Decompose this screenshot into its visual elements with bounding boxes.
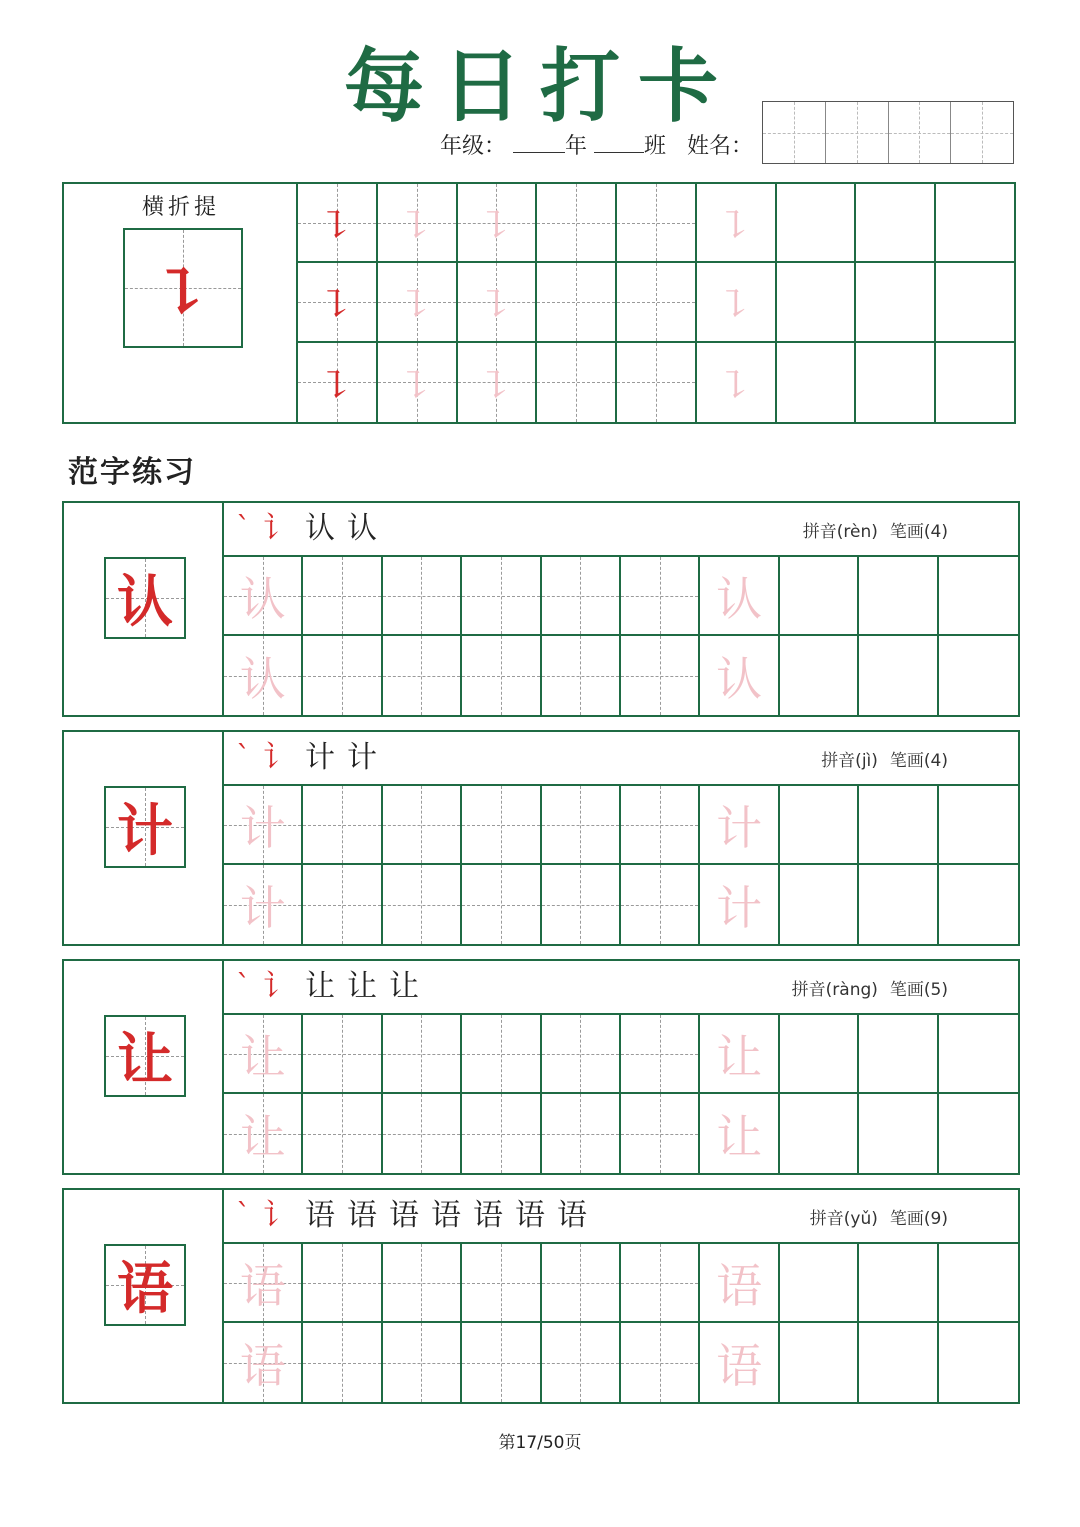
writing-cell[interactable]	[383, 1015, 462, 1094]
writing-cell[interactable]	[542, 1094, 621, 1173]
pinyin-strokes-info	[821, 746, 960, 771]
writing-cell[interactable]	[303, 1244, 382, 1323]
stroke-order-step: 计	[347, 740, 377, 775]
stroke-order-step: 让	[305, 969, 335, 1004]
writing-cell[interactable]	[303, 1015, 382, 1094]
character-model-panel	[64, 1190, 224, 1402]
character-model-panel	[64, 732, 224, 944]
stroke-practice-cell[interactable]	[936, 263, 1016, 342]
trace-character: 让	[239, 1109, 286, 1164]
character-model-glyph: 让	[117, 1027, 173, 1093]
writing-cell[interactable]	[939, 1094, 1018, 1173]
name-cell[interactable]	[951, 102, 1013, 163]
writing-cell[interactable]	[383, 1323, 462, 1402]
writing-cell[interactable]	[780, 865, 859, 944]
writing-cell[interactable]	[224, 1094, 303, 1173]
writing-cell[interactable]	[303, 786, 382, 865]
stroke-practice-cell[interactable]	[777, 263, 857, 342]
stroke-practice-cell[interactable]	[856, 343, 936, 422]
writing-cell[interactable]	[224, 865, 303, 944]
writing-cell[interactable]	[303, 636, 382, 715]
writing-cell[interactable]	[303, 557, 382, 636]
stroke-practice-cell[interactable]	[777, 343, 857, 422]
stroke-order-step: 语	[305, 1198, 335, 1233]
stroke-practice-cell[interactable]	[537, 184, 617, 263]
stroke-model-panel	[64, 184, 298, 422]
writing-cell[interactable]	[859, 1015, 938, 1094]
trace-character: 让	[716, 1109, 763, 1164]
stroke-order-step: 语	[389, 1198, 419, 1233]
stroke-count-label: 笔画(4)	[889, 522, 948, 542]
stroke-practice-cell[interactable]	[936, 343, 1016, 422]
pinyin-strokes-info	[792, 975, 960, 1000]
trace-character: 语	[239, 1258, 286, 1313]
writing-cell[interactable]	[780, 1244, 859, 1323]
stroke-practice-cell[interactable]	[458, 184, 538, 263]
stroke-order-step: 认	[347, 511, 377, 546]
stroke-practice-cell[interactable]	[378, 343, 458, 422]
stroke-order-row	[224, 732, 1018, 786]
writing-cell[interactable]	[780, 1094, 859, 1173]
page-number: 第17/50页	[498, 1433, 582, 1453]
writing-cell[interactable]	[542, 636, 621, 715]
stroke-practice-cell[interactable]	[537, 343, 617, 422]
stroke-trace-glyph: ㇊	[316, 362, 357, 409]
stroke-practice-cell[interactable]	[777, 184, 857, 263]
stroke-order-step: 语	[557, 1198, 587, 1233]
stroke-practice-cell[interactable]	[378, 184, 458, 263]
writing-cell[interactable]	[700, 557, 779, 636]
writing-cell[interactable]	[542, 865, 621, 944]
character-practice-block	[62, 1188, 1020, 1404]
stroke-order-step: `	[236, 1198, 251, 1233]
writing-cell[interactable]	[859, 1244, 938, 1323]
stroke-order-sequence	[236, 738, 389, 778]
writing-cell[interactable]	[542, 557, 621, 636]
writing-cell[interactable]	[383, 557, 462, 636]
writing-cell[interactable]	[700, 865, 779, 944]
writing-cell[interactable]	[621, 636, 700, 715]
stroke-order-row	[224, 503, 1018, 557]
writing-cell[interactable]	[859, 1323, 938, 1402]
character-model-panel	[64, 503, 224, 715]
writing-cell[interactable]	[224, 636, 303, 715]
writing-cell[interactable]	[462, 1323, 541, 1402]
character-model-cell	[104, 1244, 186, 1326]
character-model-glyph: 认	[117, 569, 173, 635]
writing-cell[interactable]	[462, 1094, 541, 1173]
writing-cell[interactable]	[939, 1244, 1018, 1323]
writing-cell[interactable]	[621, 786, 700, 865]
writing-cell[interactable]	[939, 865, 1018, 944]
stroke-name: 横折提	[141, 195, 220, 220]
stroke-trace-glyph: ㇊	[396, 203, 437, 250]
writing-cell[interactable]	[859, 557, 938, 636]
section-title: 范字练习	[68, 455, 196, 490]
stroke-order-step: 语	[431, 1198, 461, 1233]
stroke-trace-glyph: ㇊	[396, 282, 437, 329]
stroke-practice-cell[interactable]	[458, 263, 538, 342]
stroke-order-step: 讠	[263, 969, 293, 1004]
stroke-practice-cell[interactable]	[697, 343, 777, 422]
stroke-order-step: 语	[515, 1198, 545, 1233]
grade-blank[interactable]	[513, 130, 565, 153]
writing-cell[interactable]	[383, 786, 462, 865]
stroke-practice-cell[interactable]	[697, 184, 777, 263]
writing-cell[interactable]	[224, 1323, 303, 1402]
stroke-practice-cell[interactable]	[617, 263, 697, 342]
trace-character: 语	[716, 1258, 763, 1313]
stroke-trace-glyph: ㇊	[476, 362, 517, 409]
stroke-model-glyph: ㇊	[151, 256, 215, 331]
stroke-order-step: `	[236, 511, 251, 546]
writing-cell[interactable]	[939, 636, 1018, 715]
trace-character: 语	[239, 1338, 286, 1393]
grade-label: 年级：	[440, 134, 507, 159]
writing-cell[interactable]	[780, 557, 859, 636]
trace-character: 计	[239, 800, 286, 855]
writing-cell[interactable]	[621, 1244, 700, 1323]
character-practice-block	[62, 501, 1020, 717]
writing-cell[interactable]	[780, 1323, 859, 1402]
stroke-practice-grid	[298, 184, 1016, 422]
writing-cell[interactable]	[859, 865, 938, 944]
pinyin-strokes-info	[803, 517, 960, 542]
character-model-cell	[104, 1015, 186, 1097]
stroke-practice-cell[interactable]	[298, 263, 378, 342]
writing-cell[interactable]	[859, 636, 938, 715]
stroke-order-sequence	[236, 1196, 599, 1236]
writing-cell[interactable]	[542, 1244, 621, 1323]
stroke-practice-cell[interactable]	[856, 184, 936, 263]
stroke-practice-cell[interactable]	[617, 343, 697, 422]
writing-cell[interactable]	[462, 786, 541, 865]
writing-cell[interactable]	[939, 1015, 1018, 1094]
writing-cell[interactable]	[700, 1244, 779, 1323]
stroke-practice-cell[interactable]	[936, 184, 1016, 263]
writing-cell[interactable]	[780, 1015, 859, 1094]
stroke-trace-glyph: ㇊	[476, 282, 517, 329]
writing-cell[interactable]	[621, 1015, 700, 1094]
stroke-trace-glyph: ㇊	[715, 362, 756, 409]
stroke-order-step: 讠	[263, 1198, 293, 1233]
stroke-trace-glyph: ㇊	[396, 362, 437, 409]
character-model-cell	[104, 786, 186, 868]
writing-cell[interactable]	[621, 1094, 700, 1173]
stroke-order-row	[224, 961, 1018, 1015]
stroke-count-label: 笔画(4)	[889, 751, 948, 771]
character-practice-block	[62, 959, 1020, 1175]
stroke-trace-glyph: ㇊	[316, 203, 357, 250]
stroke-practice-block	[62, 182, 1016, 424]
trace-character: 认	[239, 571, 286, 626]
stroke-order-step: 讠	[263, 511, 293, 546]
stroke-trace-glyph: ㇊	[316, 282, 357, 329]
writing-cell[interactable]	[939, 1323, 1018, 1402]
class-label: 班	[644, 134, 667, 159]
writing-cell[interactable]	[621, 865, 700, 944]
stroke-order-step: 让	[347, 969, 377, 1004]
writing-cell[interactable]	[224, 1244, 303, 1323]
page-title: 每日打卡	[344, 39, 736, 133]
writing-cell[interactable]	[383, 636, 462, 715]
stroke-practice-cell[interactable]	[378, 263, 458, 342]
year-label: 年	[565, 134, 588, 159]
class-blank[interactable]	[594, 130, 644, 153]
stroke-order-step: 计	[305, 740, 335, 775]
trace-character: 认	[239, 651, 286, 706]
stroke-trace-glyph: ㇊	[715, 203, 756, 250]
pinyin-strokes-info	[810, 1204, 960, 1229]
writing-cell[interactable]	[303, 1094, 382, 1173]
writing-cell[interactable]	[462, 865, 541, 944]
writing-cell[interactable]	[700, 1094, 779, 1173]
character-practice-grid	[224, 1244, 1018, 1402]
writing-cell[interactable]	[303, 865, 382, 944]
stroke-trace-glyph: ㇊	[476, 203, 517, 250]
stroke-practice-cell[interactable]	[298, 184, 378, 263]
writing-cell[interactable]	[621, 557, 700, 636]
stroke-order-step: 语	[473, 1198, 503, 1233]
stroke-practice-cell[interactable]	[617, 184, 697, 263]
stroke-count-label: 笔画(5)	[889, 980, 948, 1000]
writing-cell[interactable]	[303, 1323, 382, 1402]
stroke-order-sequence	[236, 967, 431, 1007]
writing-cell[interactable]	[383, 865, 462, 944]
pinyin-label: 拼音(rèn)	[802, 522, 878, 542]
stroke-order-step: 让	[389, 969, 419, 1004]
writing-cell[interactable]	[224, 557, 303, 636]
writing-cell[interactable]	[780, 786, 859, 865]
stroke-order-step: `	[236, 969, 251, 1004]
trace-character: 计	[239, 880, 286, 935]
trace-character: 计	[716, 800, 763, 855]
pinyin-label: 拼音(jì)	[821, 751, 878, 771]
trace-character: 认	[716, 571, 763, 626]
stroke-order-sequence	[236, 509, 389, 549]
writing-cell[interactable]	[700, 786, 779, 865]
writing-cell[interactable]	[224, 1015, 303, 1094]
name-cell[interactable]	[889, 102, 952, 163]
trace-character: 语	[716, 1338, 763, 1393]
stroke-trace-glyph: ㇊	[715, 282, 756, 329]
writing-cell[interactable]	[700, 636, 779, 715]
trace-character: 让	[716, 1029, 763, 1084]
trace-character: 计	[716, 880, 763, 935]
pinyin-label: 拼音(ràng)	[791, 980, 878, 1000]
name-writing-grid[interactable]	[762, 101, 1014, 164]
stroke-practice-cell[interactable]	[298, 343, 378, 422]
stroke-order-step: 语	[347, 1198, 377, 1233]
name-cell[interactable]	[763, 102, 826, 163]
name-cell[interactable]	[826, 102, 889, 163]
writing-cell[interactable]	[224, 786, 303, 865]
character-model-cell	[104, 557, 186, 639]
stroke-practice-cell[interactable]	[856, 263, 936, 342]
stroke-practice-cell[interactable]	[537, 263, 617, 342]
writing-cell[interactable]	[939, 786, 1018, 865]
character-practice-grid	[224, 557, 1018, 715]
name-label: 姓名：	[687, 134, 754, 159]
writing-cell[interactable]	[542, 786, 621, 865]
writing-cell[interactable]	[542, 1015, 621, 1094]
student-info-row	[440, 130, 753, 164]
stroke-order-step: `	[236, 740, 251, 775]
character-model-glyph: 计	[117, 798, 173, 864]
character-practice-grid	[224, 1015, 1018, 1173]
writing-cell[interactable]	[780, 636, 859, 715]
character-practice-block	[62, 730, 1020, 946]
stroke-order-step: 认	[305, 511, 335, 546]
writing-cell[interactable]	[859, 786, 938, 865]
writing-cell[interactable]	[462, 1015, 541, 1094]
stroke-model-cell	[123, 228, 243, 348]
trace-character: 认	[716, 651, 763, 706]
writing-cell[interactable]	[462, 1244, 541, 1323]
writing-cell[interactable]	[462, 636, 541, 715]
writing-cell[interactable]	[700, 1323, 779, 1402]
character-model-glyph: 语	[117, 1256, 173, 1322]
writing-cell[interactable]	[700, 1015, 779, 1094]
stroke-order-row	[224, 1190, 1018, 1244]
stroke-practice-cell[interactable]	[458, 343, 538, 422]
writing-cell[interactable]	[383, 1244, 462, 1323]
writing-cell[interactable]	[939, 557, 1018, 636]
writing-cell[interactable]	[462, 557, 541, 636]
stroke-count-label: 笔画(9)	[889, 1209, 948, 1229]
stroke-order-step: 讠	[263, 740, 293, 775]
pinyin-label: 拼音(yǔ)	[809, 1209, 878, 1229]
writing-cell[interactable]	[542, 1323, 621, 1402]
writing-cell[interactable]	[621, 1323, 700, 1402]
writing-cell[interactable]	[859, 1094, 938, 1173]
character-practice-grid	[224, 786, 1018, 944]
character-model-panel	[64, 961, 224, 1173]
stroke-practice-cell[interactable]	[697, 263, 777, 342]
trace-character: 让	[239, 1029, 286, 1084]
writing-cell[interactable]	[383, 1094, 462, 1173]
